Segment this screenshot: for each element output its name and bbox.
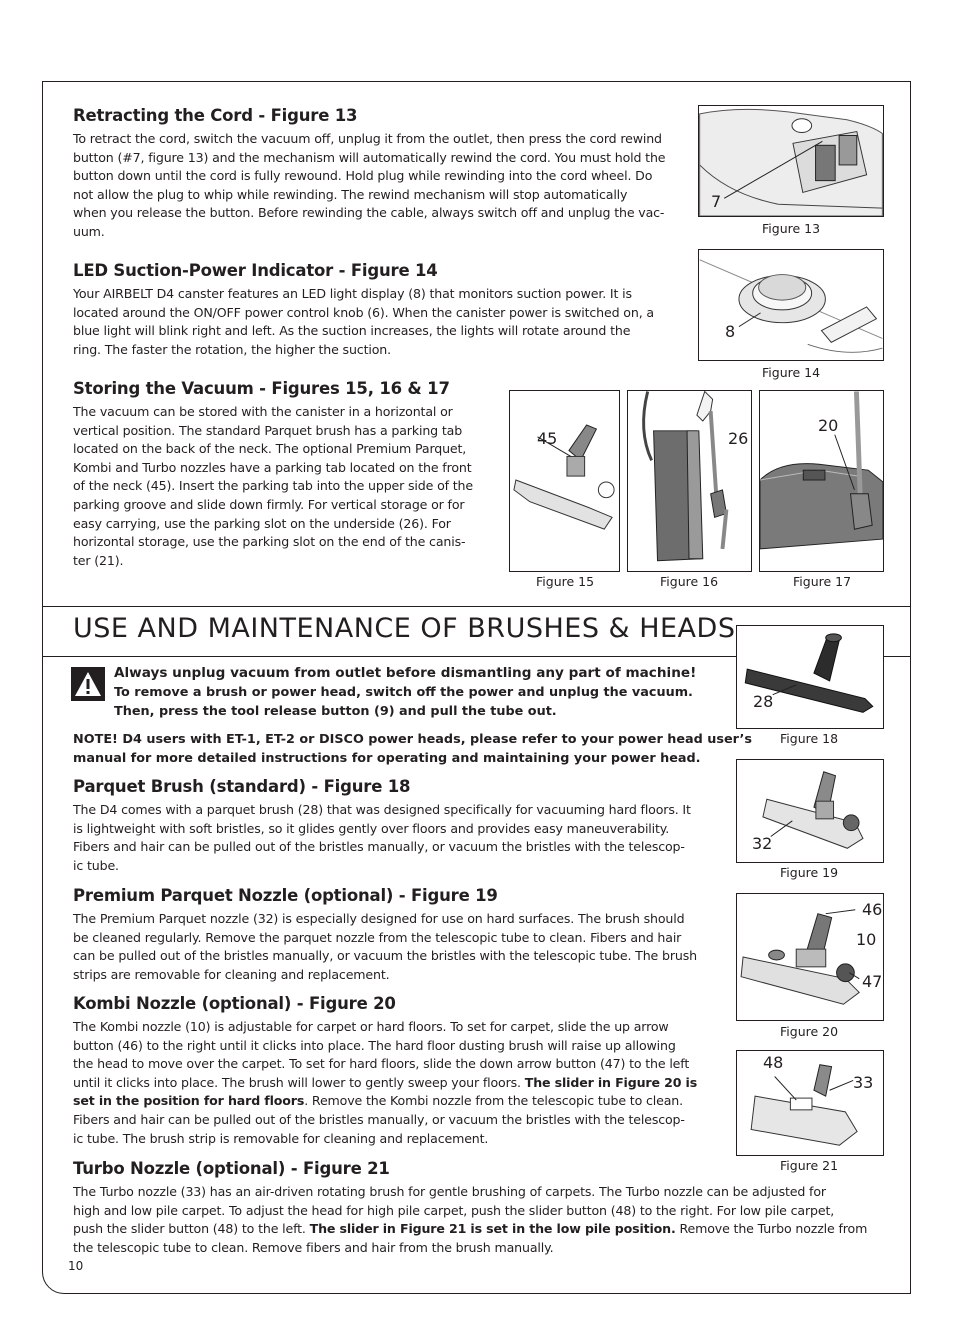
warning-line-1: Always unplug vacuum from outlet before dismantling any part of machine! [114,665,697,681]
kombi-heading: Kombi Nozzle (optional) - Figure 20 [73,994,396,1013]
figure-18-image [736,625,884,729]
turbo-body: The Turbo nozzle (33) has an air-driven rotating brush for gentle brushing of carpets. The Turbo nozzle can be adjusted for high and low pile carpet. To adjust the head for high pile carpet, push the slider button (48) to the right. For low pile carpet, push the slider button (48) to the left. The slider in Figure 21 is set in the low pile position. Remove the Turbo nozzle from the telescopic tube to clean. Remove fibers and hair from the brush manually. [73,1184,868,1255]
figure-17-label-20: 20 [818,416,839,435]
figure-14-label-8: 8 [725,322,736,341]
premium-body: The Premium Parquet nozzle (32) is especially designed for use on hard surfaces. The brush should be cleaned regularly. Remove the parquet nozzle from the telescopic tube to clean. Fibers and hair can be pulled out of the bristles manually, or vacuum the bristles with the telescopic tube. The brush strips are removable for cleaning and replacement. [73,911,697,982]
figure-16-image [627,390,752,572]
figure-14-caption: Figure 14 [762,365,821,380]
figure-18-caption: Figure 18 [780,731,839,746]
led-heading: LED Suction-Power Indicator - Figure 14 [73,261,438,280]
figure-15-label-45: 45 [537,429,558,448]
figure-20-label-47: 47 [862,972,883,991]
figure-16-label-26: 26 [728,429,749,448]
figure-20-label-46: 46 [862,900,883,919]
warning-line-2: To remove a brush or power head, switch off the power and unplug the vacuum. [114,685,693,700]
figure-17-caption: Figure 17 [793,574,852,589]
figure-20-label-10: 10 [856,930,877,949]
figure-16-caption: Figure 16 [660,574,719,589]
figure-15-caption: Figure 15 [536,574,595,589]
figure-17-image [759,390,884,572]
note: NOTE! D4 users with ET-1, ET-2 or DISCO power heads, please refer to your power head user’s manual for more detailed instructions for operating and maintaining your power head. [73,732,752,766]
figure-13-image [698,105,884,217]
section-divider-top [42,606,911,607]
figure-21-caption: Figure 21 [780,1158,839,1173]
section-divider-right [884,656,911,657]
figure-20-caption: Figure 20 [780,1024,839,1039]
parquet-body: The D4 comes with a parquet brush (28) that was designed specifically for vacuuming hard floors. It is lightweight with soft bristles, so it glides gently over floors and provides easy maneuverability. Fibers and hair can be pulled out of the bristles manually, or vacuum the bristles with the telescop- ic tube. [73,802,691,873]
section-divider-bottom [42,656,736,657]
figure-19-caption: Figure 19 [780,865,839,880]
figure-14-image [698,249,884,361]
warning-line-3: Then, press the tool release button (9) and pull the tube out. [114,704,557,719]
premium-heading: Premium Parquet Nozzle (optional) - Figure 19 [73,886,498,905]
figure-21-label-48: 48 [763,1053,784,1072]
figure-15-image [509,390,620,572]
parquet-heading: Parquet Brush (standard) - Figure 18 [73,777,411,796]
retract-body: To retract the cord, switch the vacuum off, unplug it from the outlet, then press the cord rewind button (#7, figure 13) and the mechanism will automatically rewind the cord. You must hold the button down until the cord is fully rewound. Hold plug while rewinding into the cord wheel. Do not allow the plug to whip while rewinding. The rewind mechanism will stop automatically when you release the button. Before rewinding the cable, always switch off and unplug the vac- uum. [73,131,666,239]
figure-13-label-7: 7 [711,192,722,211]
storing-heading: Storing the Vacuum - Figures 15, 16 & 17 [73,379,450,398]
turbo-heading: Turbo Nozzle (optional) - Figure 21 [73,1159,390,1178]
retract-heading: Retracting the Cord - Figure 13 [73,106,358,125]
figure-20-image [736,893,884,1021]
storing-body: The vacuum can be stored with the canister in a horizontal or vertical position. The standard Parquet brush has a parking tab located on the back of the neck. The optional Premium Parquet, Kombi and Turbo nozzles have a parking tab located on the front of the neck (45). Insert the parking tab into the upper side of the parking groove and slide down firmly. For vertical storage or for easy carrying, use the parking slot on the underside (26). For horizontal storage, use the parking slot on the end of the canis- ter (21). [73,404,473,568]
figure-21-image [736,1050,884,1156]
led-body: Your AIRBELT D4 canster features an LED light display (8) that monitors suction power. It is located around the ON/OFF power control knob (6). When the canister power is switched on, a blue light will blink right and left. As the suction increases, the lights will rotate around the ring. The faster the rotation, the higher the suction. [73,286,654,357]
figure-21-label-33: 33 [853,1073,874,1092]
figure-13-caption: Figure 13 [762,221,821,236]
section-title: USE AND MAINTENANCE OF BRUSHES & HEADS [73,613,736,644]
figure-18-label-28: 28 [753,692,774,711]
kombi-body: The Kombi nozzle (10) is adjustable for carpet or hard floors. To set for carpet, slide the up arrow button (46) to the right until it clicks into place. The hard floor dusting brush will raise up allowing the head to move over the carpet. To set for hard floors, slide the down arrow button (47) to the left until it clicks into place. The brush will lower to gently sweep your floors. The slider in Figure 20 is set in the position for hard floors. Remove the Kombi nozzle from the telescopic tube to clean. Fibers and hair can be pulled out of the bristles manually, or vacuum the bristles with the telescop- ic tube. The brush strip is removable for cleaning and replacement. [73,1019,698,1146]
figure-19-image [736,759,884,863]
figure-19-label-32: 32 [752,834,773,853]
warning-triangle-icon [71,667,105,701]
page-number: 10 [68,1259,84,1273]
